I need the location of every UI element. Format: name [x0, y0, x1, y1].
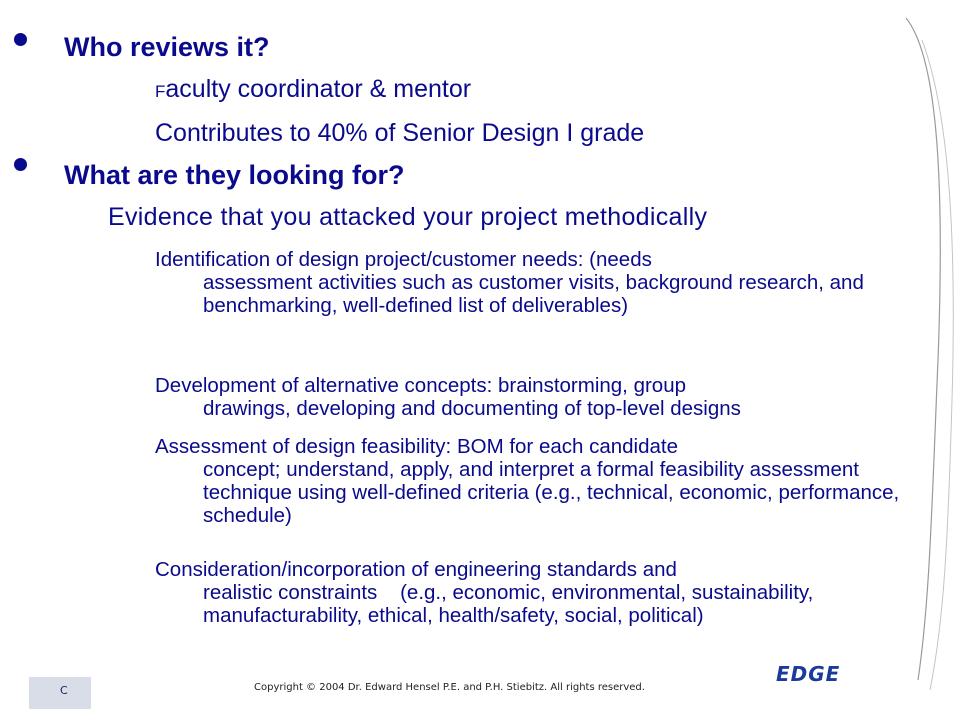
- list-item: [155, 558, 925, 627]
- question-looking-for: What are they looking for?: [64, 160, 405, 190]
- footer-copyright: Copyright © 2004 Dr. Edward Hensel P.E. and P.H. Stiebitz. All rights reserved.: [254, 682, 645, 693]
- answer-grade-contribution: Contributes to 40% of Senior Design I grade: [155, 119, 645, 147]
- question-who-reviews: Who reviews it?: [64, 32, 270, 62]
- bullet-1-dot: [14, 33, 27, 46]
- list-item: [155, 248, 915, 317]
- answer-faculty-initial: F: [155, 82, 166, 101]
- list-item-continuation: assessment activities such as customer visits, background research, and benchmarking, well-defined list of deliverables): [203, 271, 864, 317]
- list-item-first-line: Consideration/incorporation of engineering standards and: [155, 558, 677, 581]
- list-item: [155, 435, 915, 527]
- answer-faculty-rest: aculty coordinator & mentor: [165, 75, 472, 103]
- evidence-lead: Evidence that you attacked your project methodically: [108, 203, 708, 231]
- list-item-continuation: realistic constraints (e.g., economic, environmental, sustainability, manufacturability, ethical, health/safety, social, political): [203, 581, 820, 627]
- list-item-first-line: Identification of design project/customer needs: (needs: [155, 248, 652, 271]
- list-item-first-line: Development of alternative concepts: brainstorming, group: [155, 374, 687, 397]
- bullet-2-dot: [14, 158, 27, 171]
- list-item-continuation: concept; understand, apply, and interpret a formal feasibility assessment technique using well-defined criteria (e.g., technical, economic, performance, schedule): [203, 458, 900, 527]
- list-item-first-line: Assessment of design feasibility: BOM for each candidate: [155, 435, 679, 458]
- list-item-continuation: drawings, developing and documenting of top-level designs: [203, 397, 741, 420]
- footer-logo: EDGE: [776, 662, 841, 686]
- answer-faculty-coordinator: [155, 74, 471, 107]
- list-item: [155, 374, 915, 420]
- footer-box-letter: C: [60, 684, 68, 697]
